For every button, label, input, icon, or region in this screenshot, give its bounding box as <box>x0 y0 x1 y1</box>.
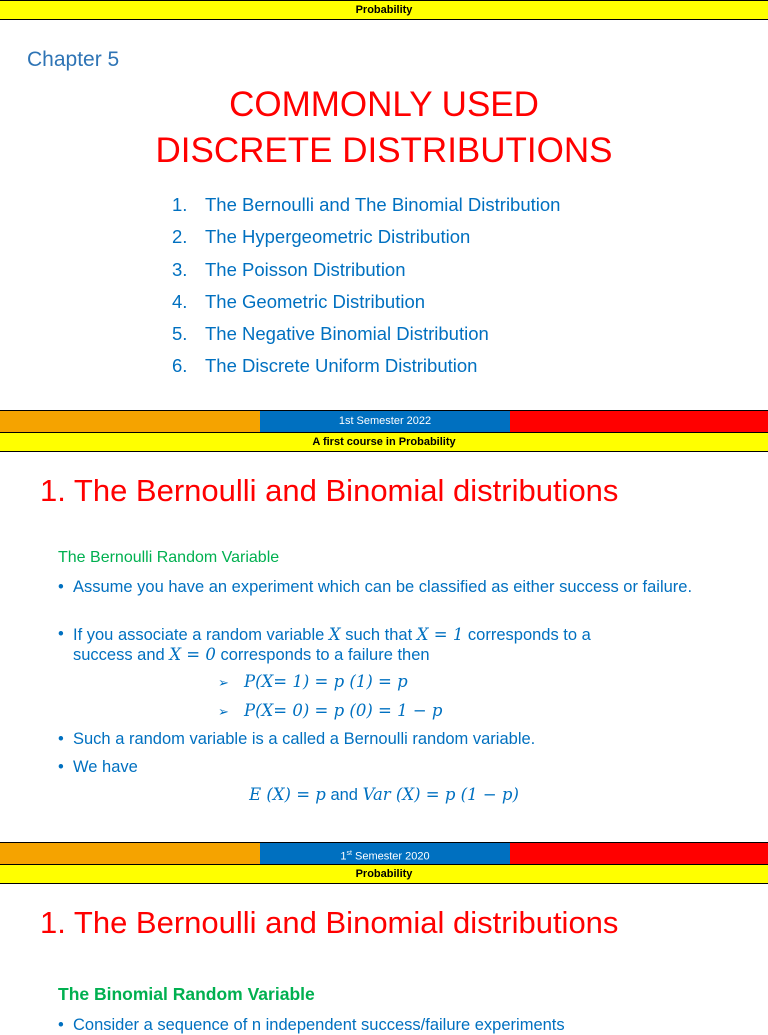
toc-label: The Geometric Distribution <box>205 290 426 312</box>
toc-number: 6. <box>172 355 188 377</box>
bullet-item <box>58 578 718 597</box>
slide2-footer-bar <box>0 842 768 864</box>
arrow-bullet-icon: ➢ <box>218 675 229 690</box>
footer-red-segment <box>510 843 768 864</box>
toc-item <box>172 258 560 290</box>
footer-orange-segment <box>0 843 260 864</box>
toc-item <box>172 193 560 225</box>
slide1-footer-text: 1st Semester 2022 <box>260 411 510 432</box>
main-title <box>0 82 768 174</box>
bullet-dot: • <box>58 758 64 776</box>
formula-text: P(X= 0) = p (0) = 1 − p <box>244 701 443 720</box>
toc-label: The Poisson Distribution <box>205 258 406 280</box>
slide3-header-text: Probability <box>355 868 413 880</box>
bullet-item <box>58 758 718 777</box>
toc-item <box>172 225 560 257</box>
slide1-header-text: Probability <box>355 4 413 16</box>
slide3-header-bar <box>0 864 768 884</box>
toc-label: The Hypergeometric Distribution <box>205 226 471 248</box>
bullet-item <box>58 730 718 749</box>
toc-item <box>172 290 560 322</box>
toc-number: 1. <box>172 194 188 215</box>
toc-number: 4. <box>172 290 188 312</box>
bullet-dot: • <box>58 730 64 748</box>
bullet-dot: • <box>58 1016 64 1034</box>
toc-label: The Negative Binomial Distribution <box>205 323 489 345</box>
slide2-footer-text: 1st Semester 2020 <box>260 843 510 864</box>
bullet-dot: • <box>58 578 64 596</box>
bullet-item <box>58 1016 718 1035</box>
bullet-dot: • <box>58 625 64 643</box>
table-of-contents <box>172 193 560 387</box>
main-title-line1: COMMONLY USED <box>229 85 539 124</box>
slide-1 <box>0 0 768 410</box>
footer-red-segment <box>510 411 768 432</box>
formula-text: P(X= 1) = p (1) = p <box>244 672 408 691</box>
toc-number: 3. <box>172 258 188 280</box>
formula-p0 <box>218 701 442 721</box>
toc-item <box>172 322 560 354</box>
slide-3 <box>0 884 768 1034</box>
slide1-footer-bar <box>0 410 768 432</box>
slide2-header-bar <box>0 432 768 452</box>
expectation-formula: E (X) = p <box>249 785 326 804</box>
bullet-item <box>58 625 718 665</box>
toc-label: The Bernoulli and The Binomial Distribution <box>205 194 561 215</box>
slide2-title: 1. The Bernoulli and Binomial distributions <box>40 473 619 508</box>
toc-number: 2. <box>172 226 188 248</box>
variance-formula: Var (X) = p (1 − p) <box>362 785 519 804</box>
binomial-subhead: The Binomial Random Variable <box>58 984 315 1004</box>
chapter-label: Chapter 5 <box>27 48 120 71</box>
slide-2 <box>0 452 768 842</box>
toc-number: 5. <box>172 323 188 345</box>
arrow-bullet-icon: ➢ <box>218 704 229 719</box>
bullet-text: We have <box>73 758 138 776</box>
toc-label: The Discrete Uniform Distribution <box>205 355 478 377</box>
and-text: and <box>325 786 363 804</box>
formula-p1 <box>218 672 408 692</box>
slide3-title: 1. The Bernoulli and Binomial distributions <box>40 905 619 940</box>
bernoulli-subhead: The Bernoulli Random Variable <box>58 549 280 566</box>
toc-item <box>172 354 560 386</box>
bullet-text: Consider a sequence of n independent success/failure experiments <box>73 1016 565 1034</box>
main-title-line2: DISCRETE DISTRIBUTIONS <box>155 131 613 170</box>
bullet-text: If you associate a random variable X such that X = 1 corresponds to a success and X = 0 corresponds to a failure then <box>73 625 591 664</box>
slide2-header-text: A first course in Probability <box>312 436 456 448</box>
footer-orange-segment <box>0 411 260 432</box>
bullet-text: Such a random variable is a called a Bernoulli random variable. <box>73 730 536 748</box>
bullet-text: Assume you have an experiment which can be classified as either success or failure. <box>73 578 693 596</box>
expectation-variance-formula <box>0 785 768 805</box>
